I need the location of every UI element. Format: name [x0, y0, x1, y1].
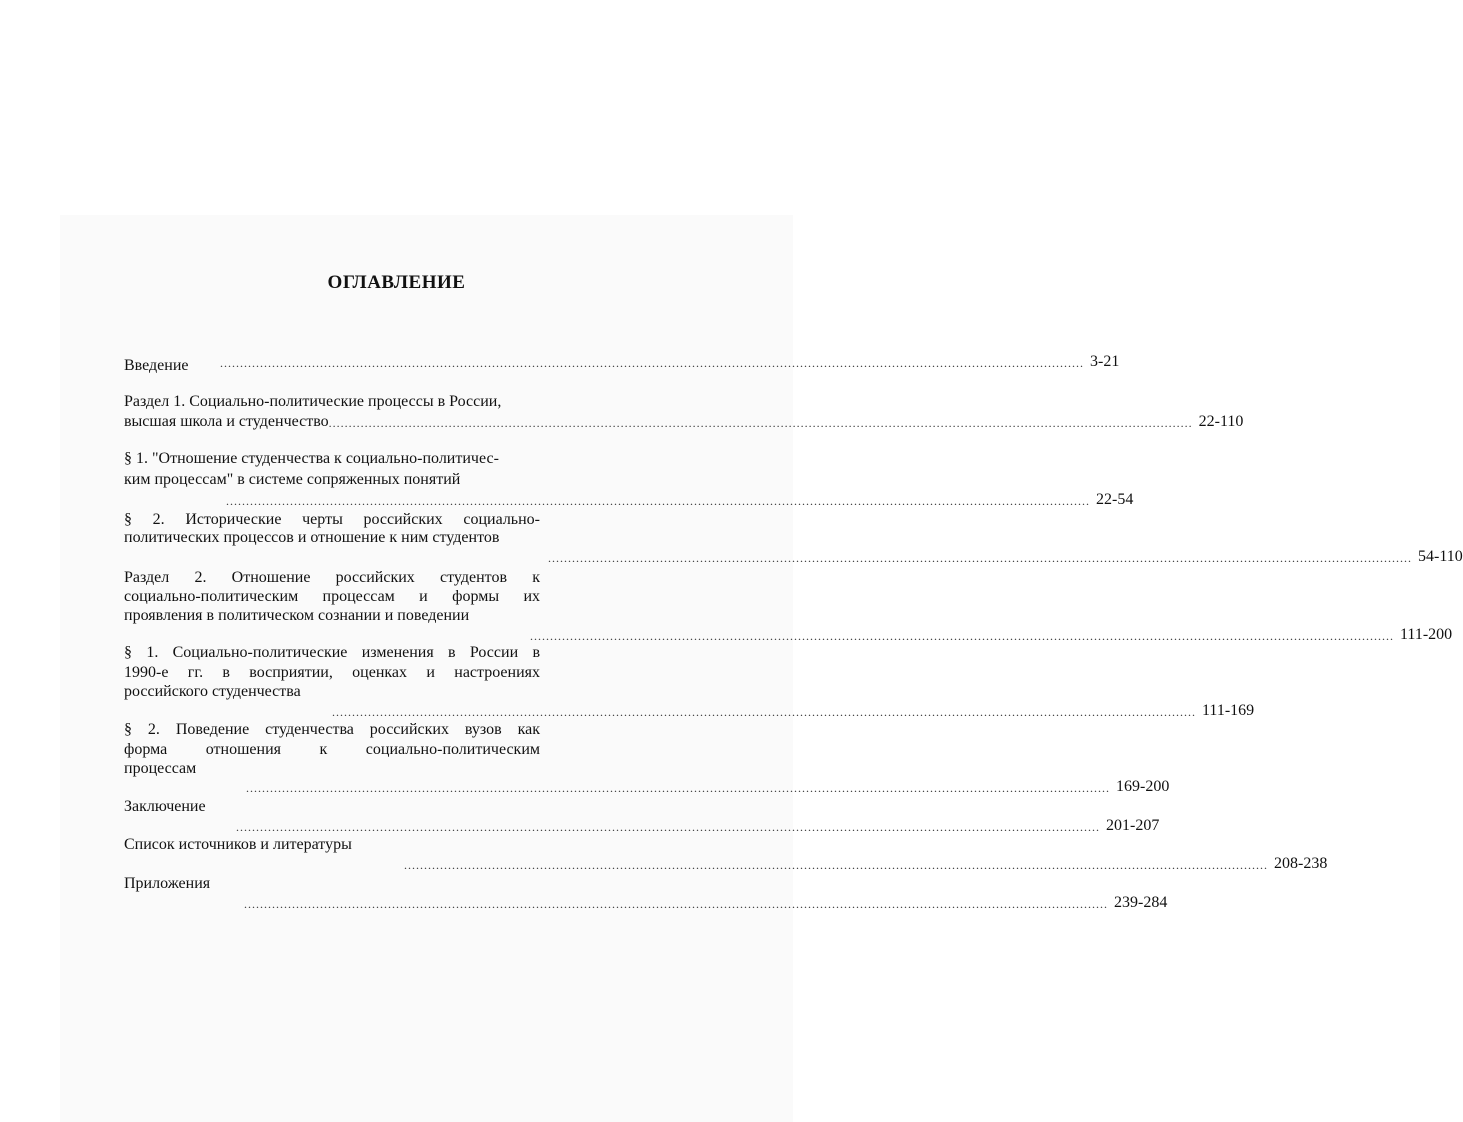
toc-entry-title: § 1. "Отношение студенчества к социально-политичес- [124, 450, 499, 467]
toc-entry-title: высшая школа и студенчество [124, 413, 329, 430]
toc-leader: ........................................................................................................................................................................................................................ 22-54 [226, 491, 1134, 508]
toc-entry-title: § 1. Социально-политические изменения в России в [124, 644, 540, 661]
toc-leader: ........................................................................................................................................................................................................................ 111-169 [332, 702, 1255, 719]
toc-entry-title: российского студенчества [124, 683, 301, 700]
toc-page-range: 22-54 [1096, 491, 1134, 508]
toc-page-range: 201-207 [1106, 817, 1160, 834]
toc-page-range: 22-110 [1198, 413, 1244, 430]
toc-page-range: 169-200 [1116, 778, 1170, 795]
toc-entry-title: 1990-е гг. в восприятии, оценках и настроениях [124, 664, 540, 681]
toc-entry-title: Приложения [124, 875, 211, 892]
toc-entry-title: социально-политическим процессам и формы их [124, 588, 540, 605]
toc-entry-title: Раздел 1. Социально-политические процессы в России, [124, 393, 502, 410]
toc-page-range: 239-284 [1114, 894, 1168, 911]
toc-leader: высшая школа и студенчество ........................................................................................................................................................................................................................ 22-110 [124, 413, 1244, 430]
toc-page-range: 208-238 [1274, 855, 1328, 872]
toc-entry-title: процессам [124, 760, 197, 777]
toc-page-range: 111-200 [1400, 626, 1453, 643]
toc-entry-title: Раздел 2. Отношение российских студентов к [124, 569, 540, 586]
toc-leader: ........................................................................................................................................................................................................................ 208-238 [404, 855, 1328, 872]
toc-entry-title: ким процессам" в системе сопряженных понятий [124, 471, 461, 488]
toc-page-range: 111-169 [1202, 702, 1255, 719]
toc-leader: ........................................................................................................................................................................................................................ 169-200 [246, 778, 1170, 795]
page-title: ОГЛАВЛЕНИЕ [327, 272, 466, 293]
toc-entry-title: Заключение [124, 798, 206, 815]
toc-entry-title: проявления в политическом сознании и поведении [124, 607, 470, 624]
toc-entry-title: Список источников и литературы [124, 836, 352, 853]
toc-leader: ........................................................................................................................................................................................................................ 111-200 [530, 626, 1453, 643]
toc-entry-title: политических процессов и отношение к ним студентов [124, 529, 500, 546]
toc-leader: ........................................................................................................................................................................................................................ 54-110 [548, 548, 1463, 565]
toc-leader: ........................................................................................................................................................................................................................ 239-284 [244, 894, 1168, 911]
toc-page-range: 3-21 [1090, 353, 1120, 370]
toc-page-range: 54-110 [1418, 548, 1463, 565]
toc-entry-title: § 2. Исторические черты российских социально- [124, 511, 540, 528]
toc-leader: ........................................................................................................................................................................................................................ 3-21 [220, 353, 1120, 370]
toc-entry-title: § 2. Поведение студенчества российских вузов как [124, 721, 540, 738]
toc-leader: ........................................................................................................................................................................................................................ 201-207 [236, 817, 1160, 834]
toc-entry-title: Введение [124, 357, 189, 374]
toc-entry-title: форма отношения к социально-политическим [124, 741, 540, 758]
